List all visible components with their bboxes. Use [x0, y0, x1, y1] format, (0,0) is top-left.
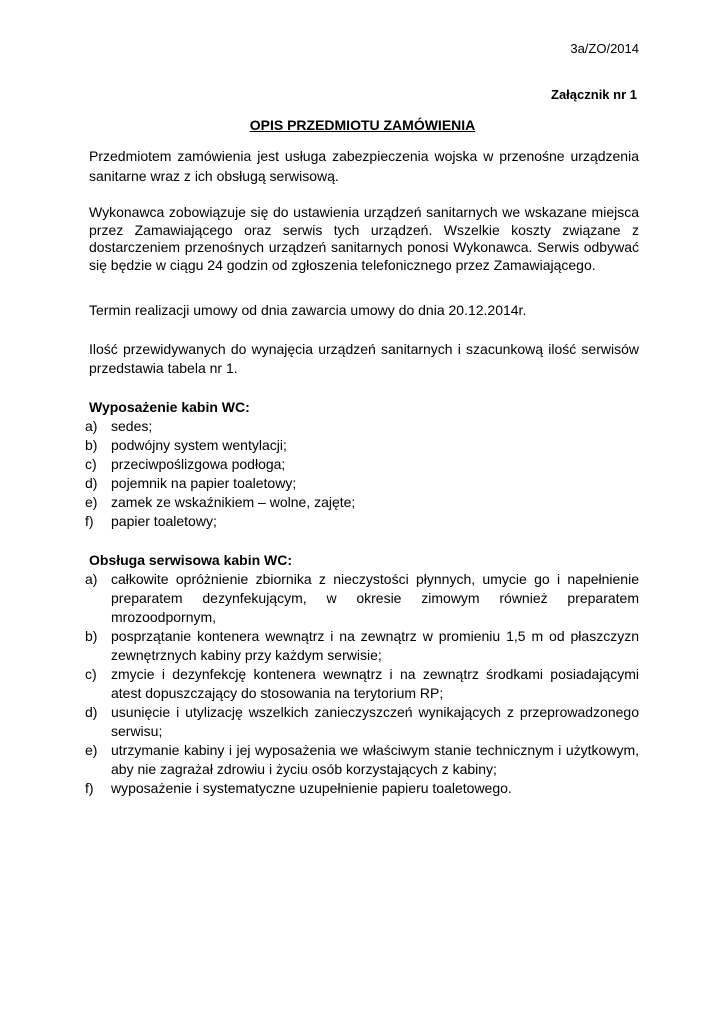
equipment-list	[85, 417, 639, 531]
page-title: OPIS PRZEDMIOTU ZAMÓWIENIA	[249, 117, 476, 133]
quantity-paragraph: Ilość przewidywanych do wynajęcia urządzeń sanitarnych i szacunkową ilość serwisów przedstawia tabela nr 1.	[89, 341, 639, 376]
list-marker: c)	[85, 666, 97, 682]
list-marker: a)	[85, 571, 98, 587]
list-marker: c)	[85, 456, 97, 472]
service-heading: Obsługa serwisowa kabin WC:	[89, 552, 293, 568]
list-item	[85, 741, 639, 779]
list-item	[85, 417, 639, 436]
list-marker: f)	[85, 513, 94, 529]
list-item-text: zamek ze wskaźnikiem – wolne, zajęte;	[111, 494, 356, 510]
list-item	[85, 455, 639, 474]
subject-paragraph: Przedmiotem zamówienia jest usługa zabezpieczenia wojska w przenośne urządzenia sanitarne wraz z ich obsługą serwisową.	[89, 148, 639, 184]
list-item-text: wyposażenie i systematyczne uzupełnienie papieru toaletowego.	[111, 780, 512, 796]
list-item	[85, 493, 639, 512]
list-item	[85, 779, 639, 798]
list-item-text: zmycie i dezynfekcję kontenera wewnątrz i na zewnątrz środkami posiadającymi atest dopuszczający do stosowania na terytorium RP;	[111, 666, 639, 701]
equipment-heading: Wyposażenie kabin WC:	[89, 399, 250, 415]
list-item	[85, 703, 639, 741]
list-marker: d)	[85, 475, 98, 491]
list-marker: a)	[85, 418, 98, 434]
list-item	[85, 570, 639, 627]
list-item	[85, 665, 639, 703]
list-item-text: podwójny system wentylacji;	[111, 437, 287, 453]
list-item-text: przeciwpoślizgowa podłoga;	[111, 456, 286, 472]
list-item	[85, 474, 639, 493]
list-marker: f)	[85, 780, 94, 796]
document-reference: 3a/ZO/2014	[570, 41, 639, 56]
list-marker: b)	[85, 628, 98, 644]
list-item-text: utrzymanie kabiny i jej wyposażenia we właściwym stanie technicznym i użytkowym, aby nie zagrażał zdrowiu i życiu osób korzystających z kabiny;	[111, 742, 639, 777]
service-section	[85, 551, 639, 798]
list-marker: e)	[85, 742, 98, 758]
list-marker: b)	[85, 437, 98, 453]
list-marker: e)	[85, 494, 98, 510]
list-item-text: całkowite opróżnienie zbiornika z nieczystości płynnych, umycie go i napełnienie preparatem dezynfekującym, w okresie zimowym również preparatem mrozoodpornym,	[111, 571, 639, 625]
list-item	[85, 512, 639, 531]
list-marker: d)	[85, 704, 98, 720]
obligations-paragraph: Wykonawca zobowiązuje się do ustawienia urządzeń sanitarnych we wskazane miejsca przez Zamawiającego oraz serwis tych urządzeń. Wszelkie koszty związane z dostarczeniem przenośnych urządzeń sanitarnych ponosi Wykonawca. Serwis odbywać się będzie w ciągu 24 godzin od zgłoszenia telefonicznego przez Zamawiającego.	[89, 204, 639, 273]
annex-label: Załącznik nr 1	[551, 87, 637, 102]
list-item-text: usunięcie i utylizację wszelkich zanieczyszczeń wynikających z przeprowadzonego serwisu;	[111, 704, 639, 739]
service-list	[85, 570, 639, 798]
list-item	[85, 627, 639, 665]
deadline-paragraph: Termin realizacji umowy od dnia zawarcia umowy do dnia 20.12.2014r.	[89, 302, 527, 318]
list-item	[85, 436, 639, 455]
list-item-text: papier toaletowy;	[111, 513, 217, 529]
list-item-text: sedes;	[111, 418, 153, 434]
list-item-text: pojemnik na papier toaletowy;	[111, 475, 297, 491]
list-item-text: posprzątanie kontenera wewnątrz i na zewnątrz w promieniu 1,5 m od płaszczyzn zewnętrznych kabiny przy każdym serwisie;	[111, 628, 639, 663]
equipment-section	[85, 398, 639, 531]
